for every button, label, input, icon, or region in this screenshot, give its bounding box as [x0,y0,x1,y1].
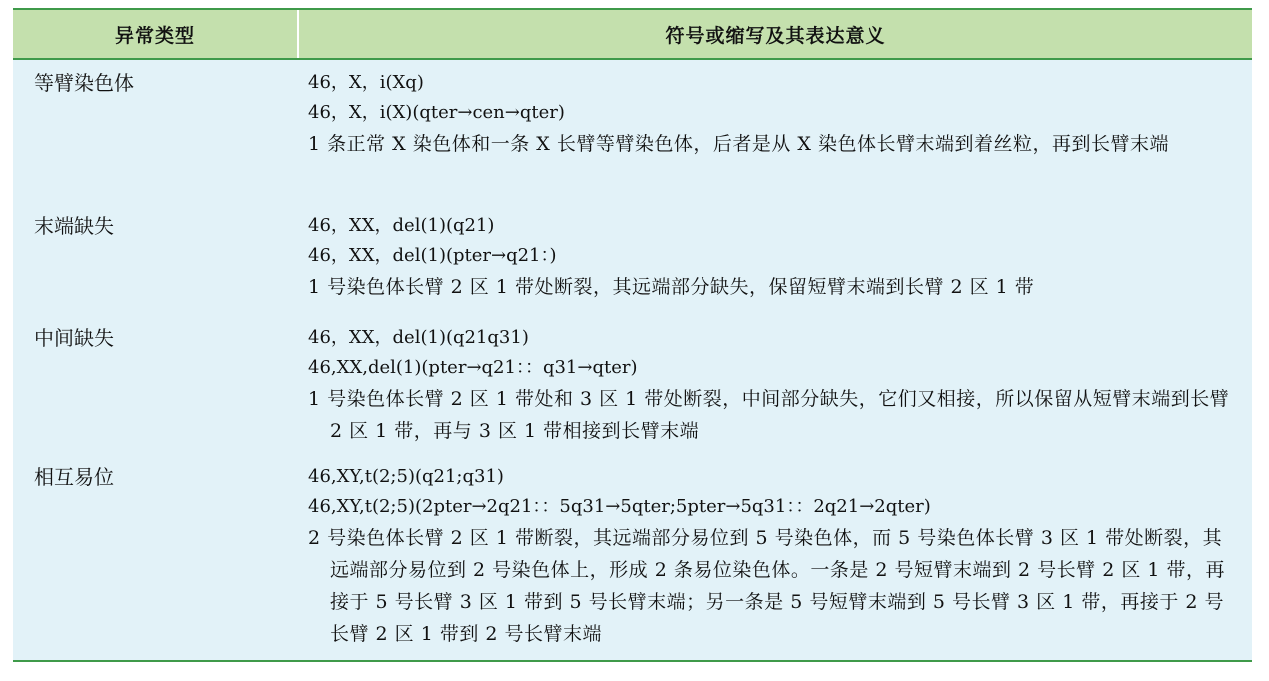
anomaly-notation [297,68,1252,205]
anomaly-description: 1 号染色体长臂 2 区 1 带处和 3 区 1 带处断裂，中间部分缺失，它们又相接，所以保留从短臂末端到长臂 2 区 1 带，再与 3 区 1 带相接到长臂末端 [308,388,1230,442]
table-body [13,60,1252,660]
anomaly-description: 1 号染色体长臂 2 区 1 带处断裂，其远端部分缺失，保留短臂末端到长臂 2 区 1 带 [308,276,1035,298]
anomaly-notation [297,462,1252,650]
notation-detailed: 46，XX，del(1)(pter→q21：) [308,245,557,266]
table-row [13,458,1252,650]
table-header [13,10,1252,60]
notation-short: 46，XX，del(1)(q21q31) [308,327,529,348]
notation-detailed: 46,XY,t(2;5)(2pter→2q21：：5q31→5qter;5pter→5q31：：2q21→2qter) [308,496,931,517]
notation-short: 46,XY,t(2;5)(q21;q31) [308,466,504,487]
anomaly-type: 中间缺失 [34,326,114,350]
notation-short: 46，X，i(Xq) [308,72,424,93]
table-row [13,319,1252,458]
header-type: 异常类型 [13,10,299,58]
table-row [13,205,1252,319]
table-row [13,60,1252,205]
anomaly-type: 等臂染色体 [34,71,134,95]
notation-short: 46，XX，del(1)(q21) [308,215,495,236]
anomaly-notation [297,211,1252,319]
anomaly-type: 末端缺失 [34,214,114,238]
notation-detailed: 46，X，i(X)(qter→cen→qter) [308,102,565,123]
anomaly-description: 2 号染色体长臂 2 区 1 带断裂，其远端部分易位到 5 号染色体，而 5 号染色体长臂 3 区 1 带处断裂，其远端部分易位到 2 号染色体上，形成 2 条易位染色体。一条是 2 号短臂末端到 2 号长臂 2 区 1 带，再接于 5 号长臂 3 区 1 带到 5 号长臂末端；另一条是 5 号短臂末端到 5 号长臂 3 区 1 带，再接于 2 号长臂 2 区 1 带到 2 号长臂末端 [308,527,1226,645]
notation-detailed: 46,XX,del(1)(pter→q21：：q31→qter) [308,357,638,378]
anomaly-type: 相互易位 [34,465,114,489]
anomaly-table [13,8,1252,662]
anomaly-description: 1 条正常 X 染色体和一条 X 长臂等臂染色体，后者是从 X 染色体长臂末端到着丝粒，再到长臂末端 [308,133,1169,155]
anomaly-notation [297,323,1252,458]
header-notation: 符号或缩写及其表达意义 [665,24,886,47]
